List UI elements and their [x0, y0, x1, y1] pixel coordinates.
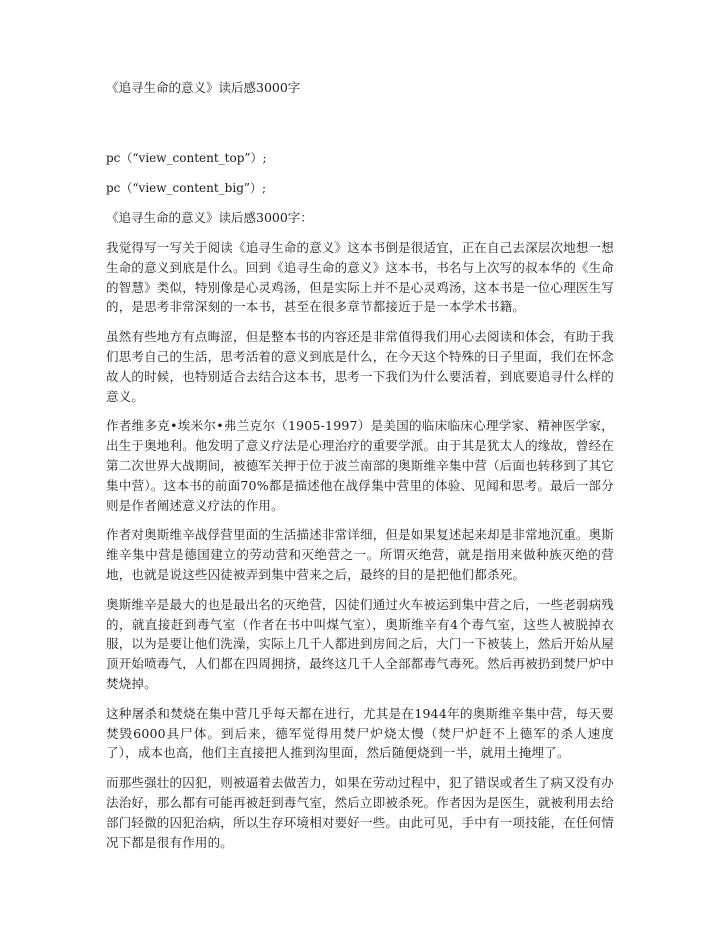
paragraph-2: 虽然有些地方有点晦涩，但是整本书的内容还是非常值得我们用心去阅读和体会，有助于我们思考自己的生活，思考活着的意义到底是什么，在今天这个特殊的日子里面，我们在怀念故人的时候，也特别适合去结合这本书，思考一下我们为什么要活着，到底要追寻什么样的意义。: [106, 329, 615, 404]
code-line-top: pc（“view_content_top”）;: [106, 151, 267, 165]
paragraph-7: 而那些强壮的囚犯，则被逼着去做苦力，如果在劳动过程中，犯了错误或者生了病又没有办法治好，那么都有可能再被赶到毒气室，然后立即被杀死。作者因为是医生，就被利用去给部门轻微的囚犯治病，所以生存环境相对要好一些。由此可见，手中有一项技能，在任何情况下都是很有作用的。: [106, 775, 615, 850]
document-subtitle: 《追寻生命的意义》读后感3000字：: [106, 210, 313, 225]
paragraph-6: 这种屠杀和焚烧在集中营几乎每天都在进行，尤其是在1944年的奥斯维辛集中营，每天要焚毁6000具尸体。到后来，德军觉得用焚尸炉烧太慢（焚尸炉赶不上德军的杀人速度了），成本也高，他们主直接把人推到沟里面，然后随便烧到一半，就用土掩埋了。: [106, 705, 614, 761]
paragraph-4: 作者对奥斯维辛战俘营里面的生活描述非常详细，但是如果复述起来却是非常地沉重。奥斯维辛集中营是德国建立的劳动营和灭绝营之一。所谓灭绝营，就是指用来做种族灭绝的营地，也就是说这些囚徒被弄到集中营来之后，最终的目的是把他们都杀死。: [106, 527, 615, 582]
document-page: [106, 78, 614, 852]
paragraph-1: 我觉得写一写关于阅读《追寻生命的意义》这本书倒是很适宜，正在自己去深层次地想一想生命的意义到底是什么。回到《追寻生命的意义》这本书，书名与上次写的叔本华的《生命的智慧》类似，特别像是心灵鸡汤，但是实际上并不是心灵鸡汤，这本书是一位心理医生写的，是思考非常深刻的一本书，甚至在很多章节都接近于是一本学术书籍。: [106, 240, 615, 315]
document-title: 《追寻生命的意义》读后感3000字: [106, 80, 301, 95]
paragraph-5: 奥斯维辛是最大的也是最出名的灭绝营，囚徒们通过火车被运到集中营之后，一些老弱病残的，就直接赶到毒气室（作者在书中叫煤气室），奥斯维辛有4个毒气室，这些人被脱掉衣服，以为是要让他们洗澡，实际上几千人都进到房间之后，大门一下被装上，然后开始从屋顶开始喷毒气，人们都在四周拥挤，最终这几千人全部都毒气毒死。然后再被扔到焚尸炉中焚烧掉。: [106, 596, 615, 691]
paragraph-3: 作者维多克•埃米尔•弗兰克尔（1905-1997）是美国的临床临床心理学家、精神医学家，出生于奥地利。他发明了意义疗法是心理治疗的重要学派。由于其是犹太人的缘故，曾经在第二次世界大战期间，被德军关押于位于波兰南部的奥斯维辛集中营（后面也转移到了其它集中营）。这本书的前面70%都是描述他在战俘集中营里的体验、见闻和思考。最后一部分则是作者阐述意义疗法的作用。: [106, 418, 615, 513]
code-line-big: pc（“view_content_big”）;: [106, 181, 267, 195]
